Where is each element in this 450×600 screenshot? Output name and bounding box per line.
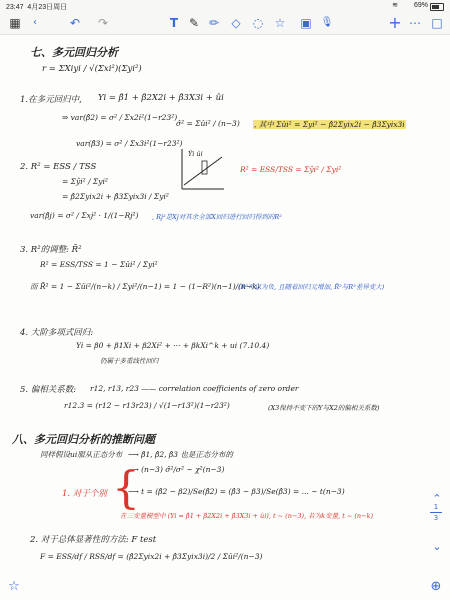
f-test-formula: F = ESS/df / RSS/df = (β̂2Σyix2i + β̂3Σyix3i)/2 / Σûi²/(n−3) — [40, 552, 263, 561]
more-icon[interactable]: ⋯ — [409, 16, 421, 30]
current-page: 1 — [433, 503, 439, 511]
battery-percent: 69% — [413, 2, 428, 9]
var-beta2-formula: ⇒ var(β̂2) = σ² / Σx2i²(1−r23²) — [62, 113, 178, 122]
f-test-title: 2. 对于总体显著性的方法: F test — [30, 535, 157, 545]
red-brace: { — [112, 463, 140, 514]
polynomial-equation: Yi = β0 + β1Xi + β2Xi² + ··· + βkXi^k + ui (7.10.4) — [76, 341, 270, 350]
status-bar — [0, 0, 450, 12]
partial-corr-zero-order: r12, r13, r23 —— correlation coefficients of zero order — [90, 384, 299, 393]
r2-step-b: = β̂2Σyix2i + β̂3Σyix3i / Σyi² — [62, 192, 169, 201]
varj-note: , Rj²是Xj对其余全部X回归进行回归得到的R² — [152, 213, 282, 221]
sigma-hat-formula: σ̂² = Σûi² / (n−3) — [176, 119, 240, 128]
inference-assumption: 同样假设ui服从正态分布 — [40, 450, 123, 459]
eraser-tool-icon[interactable]: ◇ — [231, 16, 241, 30]
add-page-icon[interactable]: + — [388, 13, 402, 32]
sketch-labels: Ŷi ûi — [188, 150, 203, 158]
sigma-note: , 其中 Σûi² = Σyi² − β̂2Σyix2i − β̂3Σyix3i — [254, 120, 405, 129]
r2-red-note: R² = ESS/TSS = Σŷi² / Σyi² — [240, 165, 342, 174]
varj-formula: var(β̂j) = σ² / Σxj² · 1/(1−Rj²) — [30, 211, 139, 220]
pen-tool-icon[interactable]: ✎ — [188, 16, 200, 30]
adjusted-r2-title: 3. R²的调整: R̄² — [20, 245, 82, 255]
lasso-tool-icon[interactable]: ◌ — [252, 16, 264, 30]
adjusted-r2-b: 而 R̄² = 1 − Σûi²/(n−k) / Σyi²/(n−1) = 1 − (1−R²)(n−1)/(n−k) — [30, 282, 260, 291]
zoom-icon[interactable]: ⊕ — [430, 579, 442, 594]
r2-title: 2. R² = ESS / TSS — [20, 162, 97, 172]
redo-icon[interactable]: ↷ — [97, 16, 109, 30]
battery-icon — [430, 3, 444, 11]
favorite-star-icon[interactable]: ☆ — [8, 579, 20, 594]
section1-title: 1.在多元回归中, — [20, 95, 82, 105]
partial-corr-formula: r12.3 = (r12 − r13r23) / √(1−r13²)(1−r23²) — [64, 401, 230, 410]
t-test-note: 在三变量模型中 (Yi = β̂1 + β̂2X2i + β̂3X3i + ûi), t ~ (n−3), 若为k变量, t ~ (n−k) — [120, 512, 374, 520]
adjusted-r2-note: (R²可以为负, 且随着回归元增加, R̄²与R²差异变大) — [238, 283, 385, 291]
page-indicator[interactable] — [430, 503, 442, 522]
individual-test-title: 1. 对于个别 — [62, 489, 107, 499]
pencil-tool-icon[interactable]: ✏ — [208, 16, 220, 30]
polynomial-title: 4. 大阶多项式回归: — [20, 328, 94, 338]
grid-view-icon[interactable]: ▦ — [9, 16, 21, 30]
t-test-formula: ⟶ t = (β̂2 − β2)/Se(β̂2) = (β̂3 − β3)/Se(β̂3) = ... ~ t(n−3) — [128, 487, 345, 496]
page-icon[interactable]: □ — [431, 16, 443, 30]
partial-corr-note: (X3保持不变下的Y与X2的偏相关系数) — [268, 404, 380, 412]
note-page[interactable] — [0, 35, 450, 600]
adjusted-r2-a: R² = ESS/TSS = 1 − Σûi² / Σyi² — [40, 260, 158, 269]
scroll-down-chevron-icon[interactable]: ⌄ — [432, 540, 442, 553]
section1-equation: Yi = β̂1 + β̂2X2i + β̂3X3i + ûi — [98, 93, 224, 103]
notes-toolbar — [0, 12, 450, 35]
inference-normal: ⟶ β̂1, β̂2, β̂3 也是正态分布的 — [128, 450, 233, 459]
shapes-tool-icon[interactable]: ☆ — [274, 16, 286, 30]
inference-chi2: ⟶ (n−3) σ̂²/σ² ~ χ²(n−3) — [128, 465, 225, 474]
correlation-formula: r = ΣXiyi / √(Σxi²)(Σyi²) — [42, 64, 142, 74]
undo-icon[interactable]: ↶ — [69, 16, 81, 30]
back-chevron-icon[interactable]: ‹ — [33, 17, 37, 28]
polynomial-note: 仍属于多重线性回归 — [100, 357, 159, 365]
total-pages: 3 — [433, 514, 439, 522]
heading-multiple-regression: 七、多元回归分析 — [30, 46, 118, 59]
text-tool-icon[interactable]: T — [169, 16, 179, 30]
mic-icon[interactable]: 🎙 — [320, 17, 334, 28]
wifi-icon: ≋ — [392, 2, 398, 9]
var-beta3-formula: var(β̂3) = σ² / Σx3i²(1−r23²) — [76, 139, 183, 148]
image-tool-icon[interactable]: ▣ — [300, 16, 312, 30]
inference-heading: 八、多元回归分析的推断问题 — [12, 433, 155, 446]
status-time: 23:47 4月23日周日 — [6, 4, 68, 11]
partial-corr-title: 5. 偏相关系数: — [20, 385, 77, 395]
scroll-up-chevron-icon[interactable]: ⌃ — [432, 492, 442, 505]
r2-step-a: = Σŷi² / Σyi² — [62, 177, 108, 186]
